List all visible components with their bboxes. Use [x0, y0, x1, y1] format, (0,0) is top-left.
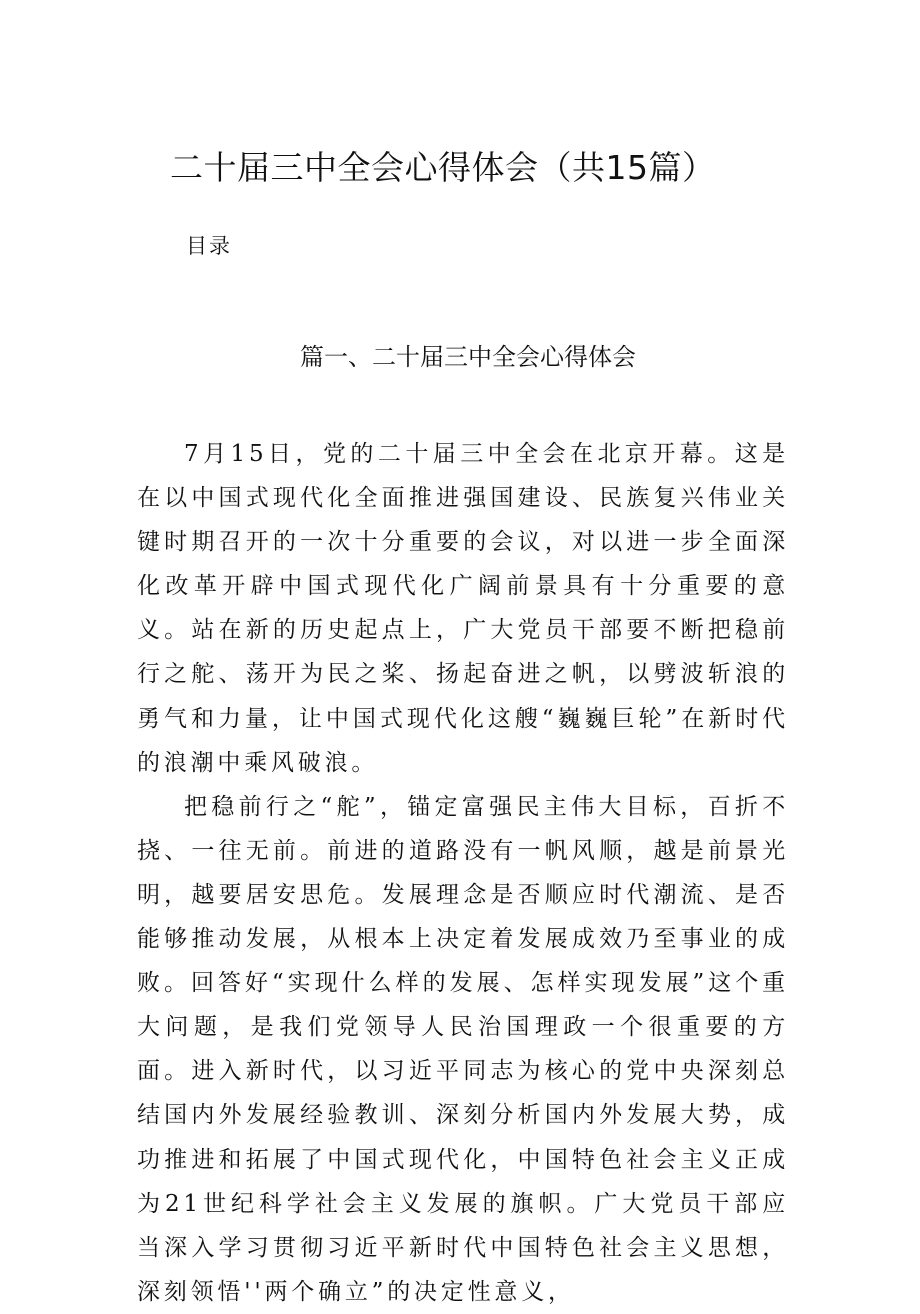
table-of-contents-label: 目录 — [186, 234, 232, 258]
body-text — [137, 432, 789, 1314]
paragraph: 把稳前行之“舵”，锚定富强民主伟大目标，百折不挠、一往无前。前进的道路没有一帆风顺，越是前景光明，越要居安思危。发展理念是否顺应时代潮流、是否能够推动发展，从根本上决定着发展成效乃至事业的成败。回答好“实现什么样的发展、怎样实现发展”这个重大问题，是我们党领导人民治国理政一个很重要的方面。进入新时代，以习近平同志为核心的党中央深刻总结国内外发展经验教训、深刻分析国内外发展大势，成功推进和拓展了中国式现代化，中国特色社会主义正成为21世纪科学社会主义发展的旗帜。广大党员干部应当深入学习贯彻习近平新时代中国特色社会主义思想，深刻领悟''两个确立”的决定性意义， — [137, 793, 789, 1305]
chapter-title: 篇一、二十届三中全会心得体会 — [300, 343, 636, 371]
document-title: 二十届三中全会心得体会（共15篇） — [170, 148, 716, 187]
paragraph: 7月15日，党的二十届三中全会在北京开幕。这是在以中国式现代化全面推进强国建设、民族复兴伟业关键时期召开的一次十分重要的会议，对以进一步全面深化改革开辟中国式现代化广阔前景具有十分重要的意义。站在新的历史起点上，广大党员干部要不断把稳前行之舵、荡开为民之桨、扬起奋进之帆，以劈波斩浪的勇气和力量，让中国式现代化这艘“巍巍巨轮”在新时代的浪潮中乘风破浪。 — [137, 441, 789, 776]
